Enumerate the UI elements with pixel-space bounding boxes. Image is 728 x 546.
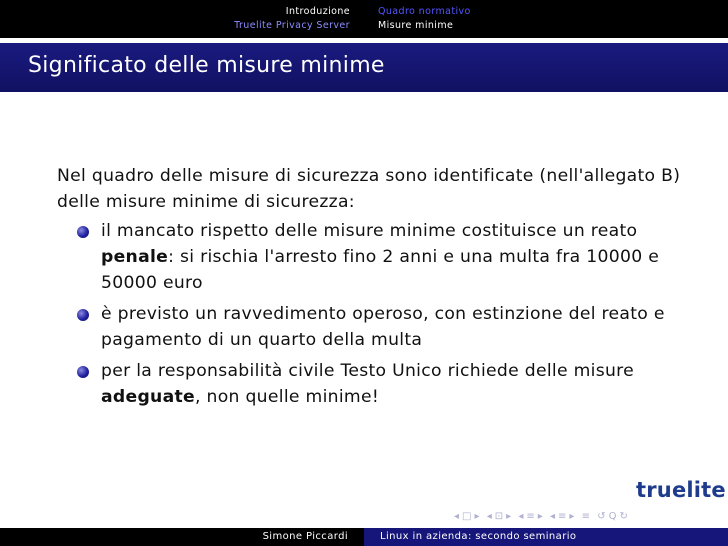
bullet-ball-icon	[77, 226, 89, 238]
footer-talk-title: Linux in azienda: secondo seminario	[380, 531, 577, 542]
nav-subsection-icon[interactable]: ≡	[526, 511, 536, 522]
nav-prev-slide-icon[interactable]: ◂	[486, 511, 493, 522]
list-item	[57, 218, 687, 296]
intro-paragraph: Nel quadro delle misure di sicurezza sono identificate (nell'allegato B) delle misure minime di sicurezza:	[57, 166, 681, 212]
keyword-penale: penale	[101, 247, 169, 267]
logo-text: truelite	[636, 478, 726, 502]
nav-forward-icon[interactable]: ↻	[619, 511, 629, 522]
nav-search-icon[interactable]: Q	[608, 511, 618, 522]
frame-title-bar	[0, 43, 728, 92]
keyword-adeguate: adeguate	[101, 387, 195, 407]
bullet-text-before: per la responsabilità civile Testo Unico richiede delle misure	[101, 361, 635, 381]
nav-prev-frame-icon[interactable]: ◂	[454, 511, 461, 522]
bullet-ball-icon	[77, 309, 89, 321]
nav-next-section-icon[interactable]: ▸	[569, 511, 576, 522]
nav-back-icon[interactable]: ↺	[597, 511, 607, 522]
bullet-text-after: : si rischia l'arresto fino 2 anni e una multa fra 10000 e 50000 euro	[101, 247, 660, 293]
nav-frame-icon[interactable]: □	[462, 511, 473, 522]
list-item	[57, 301, 687, 353]
slide-content	[57, 163, 687, 415]
nav-next-frame-icon[interactable]: ▸	[474, 511, 481, 522]
nav-section-introduzione[interactable]: Introduzione	[285, 6, 350, 17]
nav-subsection-privacy-server[interactable]: Truelite Privacy Server	[234, 20, 350, 31]
nav-prev-section-icon[interactable]: ◂	[549, 511, 557, 522]
bullet-ball-icon	[77, 366, 89, 378]
truelite-logo	[636, 478, 726, 502]
nav-slide-icon[interactable]: ⊡	[494, 511, 505, 522]
footer-bar	[0, 528, 728, 546]
header-right-column	[364, 0, 728, 38]
nav-next-slide-icon[interactable]: ▸	[506, 511, 513, 522]
bullet-list	[57, 218, 687, 410]
list-item	[57, 358, 687, 410]
nav-prev-subsection-icon[interactable]: ◂	[518, 511, 525, 522]
header-left-column	[0, 0, 364, 38]
footer-author: Simone Piccardi	[262, 531, 348, 542]
bullet-text: è previsto un ravvedimento operoso, con estinzione del reato e pagamento di un quarto della multa	[101, 304, 665, 350]
nav-subsection-misure-minime[interactable]: Misure minime	[378, 20, 454, 31]
bullet-text-before: il mancato rispetto delle misure minime costituisce un reato	[101, 221, 638, 241]
footer-right	[364, 528, 728, 546]
footer-left	[0, 528, 364, 546]
bullet-text-after: , non quelle minime!	[194, 387, 380, 407]
nav-section-icon[interactable]: ≡	[558, 511, 568, 522]
header-navigation	[0, 0, 728, 38]
frame-title: Significato delle misure minime	[28, 53, 385, 78]
nav-toc-icon[interactable]: ≡	[581, 511, 592, 522]
nav-next-subsection-icon[interactable]: ▸	[537, 511, 544, 522]
beamer-navigation-controls	[454, 511, 631, 525]
nav-section-quadro-normativo[interactable]: Quadro normativo	[378, 6, 471, 17]
